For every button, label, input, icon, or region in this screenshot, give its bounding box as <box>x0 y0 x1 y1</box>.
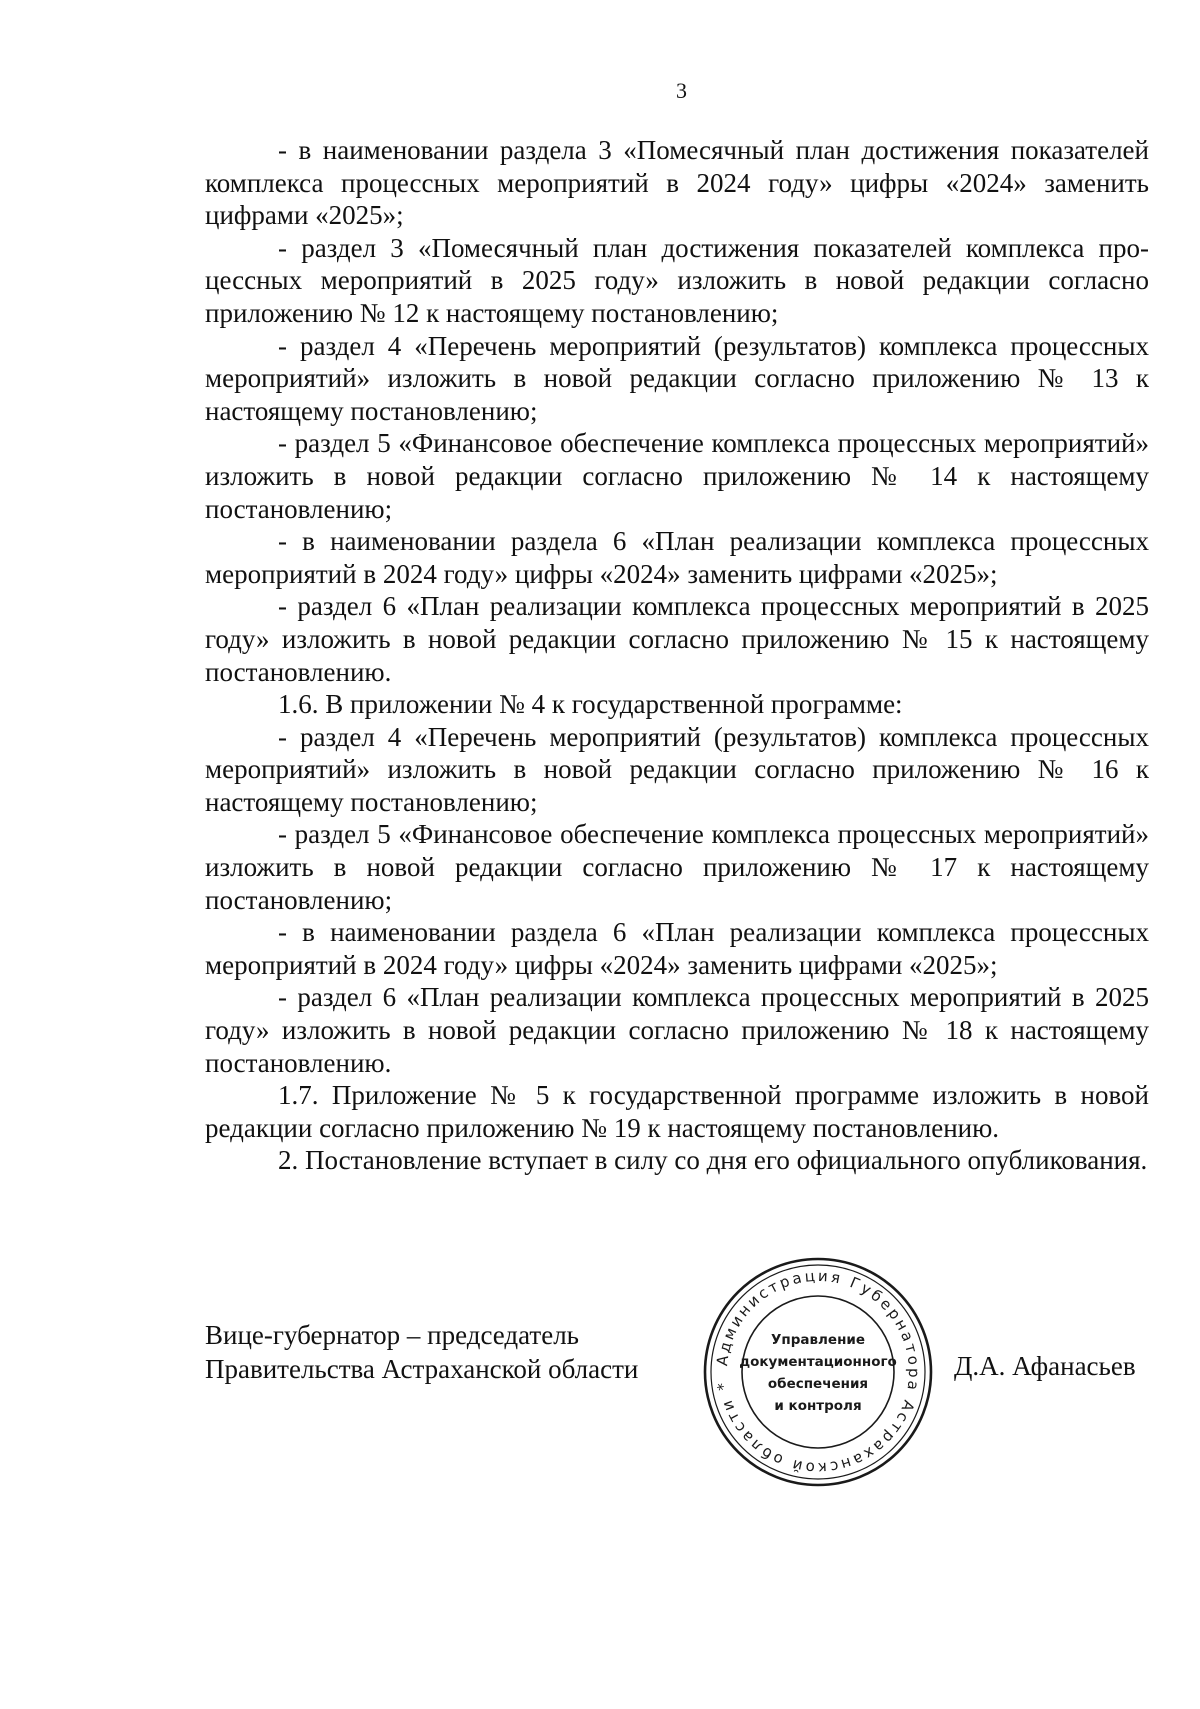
paragraph: - раздел 5 «Финансовое обеспечение комплекса процессных мероприятий» изложить в новой редакции согласно приложению № 14 к настоящему постановлению; <box>205 428 1149 524</box>
paragraph: - раздел 4 «Перечень мероприятий (результатов) комплекса процессных мероприятий» изложить в новой редакции согласно приложению № 13 к настоящему постановлению; <box>205 330 1149 426</box>
page-number: 3 <box>676 78 687 103</box>
paragraph: - в наименовании раздела 3 «Помесячный план достижения показателей комплекса процессных мероприятий в 2024 году» цифры «2024» заменить цифрами «2025»; <box>205 135 1149 231</box>
paragraph: - раздел 3 «Помесячный план достижения показателей комплекса процессных мероприятий в 2025 году» изложить в новой редакции согласно приложению № 12 к настоящему постановлению; <box>205 232 1149 328</box>
seal-outer-text: Администрация Губернатора Астраханской области * <box>713 1266 924 1478</box>
seal-center-line: и контроля <box>774 1398 862 1414</box>
official-seal <box>700 1254 936 1490</box>
paragraph: - раздел 4 «Перечень мероприятий (результатов) комплекса процессных мероприятий» изложить в новой редакции согласно приложению № 16 к настоящему постановлению; <box>205 721 1149 817</box>
paragraph: - в наименовании раздела 6 «План реализации комплекса процессных мероприятий в 2024 году» цифры «2024» заменить цифрами «2025»; <box>205 917 1149 980</box>
paragraph: 2. Постановление вступает в силу со дня его официального опубликования. <box>278 1145 1148 1176</box>
paragraph: 1.6. В приложении № 4 к государственной программе: <box>278 689 903 720</box>
seal-center-line: обеспечения <box>767 1376 869 1392</box>
signer-name: Д.А. Афанасьев <box>954 1351 1136 1381</box>
position-line: Правительства Астраханской области <box>205 1354 639 1384</box>
seal-center-line: документационного <box>739 1354 897 1370</box>
paragraph: - раздел 6 «План реализации комплекса процессных мероприятий в 2025 году» изложить в новой редакции согласно приложению № 18 к настоящему постановлению. <box>205 982 1149 1078</box>
signatory-position <box>205 1318 638 1386</box>
paragraph: - раздел 6 «План реализации комплекса процессных мероприятий в 2025 году» изложить в новой редакции согласно приложению № 15 к настоящему постановлению. <box>205 591 1149 687</box>
document-body <box>205 134 1149 1177</box>
paragraph: - раздел 5 «Финансовое обеспечение комплекса процессных мероприятий» изложить в новой редакции согласно приложению № 17 к настоящему постановлению; <box>205 819 1149 915</box>
paragraph: - в наименовании раздела 6 «План реализации комплекса процессных мероприятий в 2024 году» цифры «2024» заменить цифрами «2025»; <box>205 526 1149 589</box>
seal-center-line: Управление <box>770 1332 866 1348</box>
position-line: Вице-губернатор – председатель <box>205 1320 579 1350</box>
paragraph: 1.7. Приложение № 5 к государственной программе изложить в новой редакции согласно приложению № 19 к настоящему постановлению. <box>205 1080 1149 1143</box>
